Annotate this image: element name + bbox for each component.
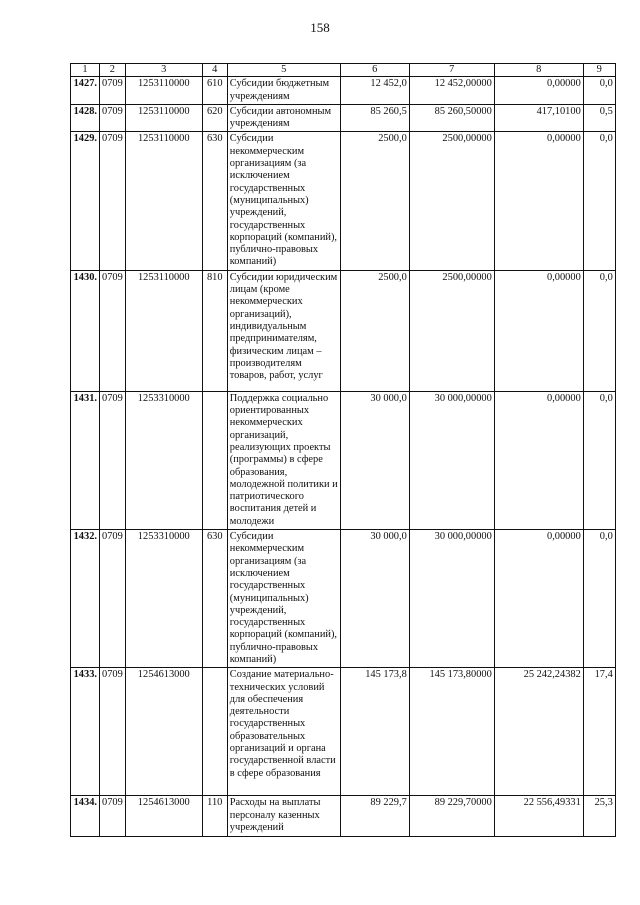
value-col-7: 2500,00000	[409, 132, 494, 270]
value-col-7: 30 000,00000	[409, 530, 494, 668]
page-number: 158	[310, 20, 330, 35]
column-header: 1	[71, 64, 100, 77]
section-code: 0709	[100, 530, 126, 668]
expense-type-code	[202, 668, 227, 796]
expense-type-code: 810	[202, 270, 227, 391]
table-row	[71, 132, 616, 270]
item-name: Расходы на выплаты персоналу казенных учреждений	[227, 796, 340, 837]
budget-table	[70, 63, 616, 837]
target-article-code: 1253110000	[125, 132, 202, 270]
table-header-row	[71, 64, 616, 77]
table-row	[71, 104, 616, 132]
expense-type-code	[202, 391, 227, 529]
expense-type-code: 630	[202, 530, 227, 668]
target-article-code: 1253110000	[125, 104, 202, 132]
value-col-7: 145 173,80000	[409, 668, 494, 796]
section-code: 0709	[100, 132, 126, 270]
value-col-6: 89 229,7	[340, 796, 409, 837]
value-col-7: 30 000,00000	[409, 391, 494, 529]
target-article-code: 1254613000	[125, 796, 202, 837]
target-article-code: 1253310000	[125, 391, 202, 529]
value-col-6: 30 000,0	[340, 530, 409, 668]
value-col-6: 30 000,0	[340, 391, 409, 529]
row-number: 1429.	[71, 132, 100, 270]
value-col-8: 22 556,49331	[494, 796, 583, 837]
section-code: 0709	[100, 104, 126, 132]
value-col-6: 12 452,0	[340, 77, 409, 105]
value-col-6: 2500,0	[340, 132, 409, 270]
value-col-9: 0,0	[583, 530, 615, 668]
column-header: 2	[100, 64, 126, 77]
item-name: Субсидии некоммерческим организациям (за исключением государственных (муниципальных) учреждений, государственных корпораций (компаний), публично-правовых компаний)	[227, 530, 340, 668]
value-col-7: 85 260,50000	[409, 104, 494, 132]
value-col-9: 0,0	[583, 132, 615, 270]
table-row	[71, 796, 616, 837]
expense-type-code: 110	[202, 796, 227, 837]
value-col-8: 25 242,24382	[494, 668, 583, 796]
value-col-9: 0,0	[583, 270, 615, 391]
value-col-8: 0,00000	[494, 132, 583, 270]
table-row	[71, 530, 616, 668]
value-col-8: 0,00000	[494, 77, 583, 105]
item-name: Субсидии автономным учреждениям	[227, 104, 340, 132]
table-row	[71, 391, 616, 529]
target-article-code: 1253110000	[125, 77, 202, 105]
section-code: 0709	[100, 391, 126, 529]
item-name: Создание материально-технических условий для обеспечения деятельности государственных образовательных организаций и органа государственной власти в сфере образования	[227, 668, 340, 796]
value-col-9: 17,4	[583, 668, 615, 796]
value-col-6: 145 173,8	[340, 668, 409, 796]
value-col-9: 0,5	[583, 104, 615, 132]
value-col-7: 89 229,70000	[409, 796, 494, 837]
column-header: 3	[125, 64, 202, 77]
column-header: 4	[202, 64, 227, 77]
value-col-6: 85 260,5	[340, 104, 409, 132]
row-number: 1428.	[71, 104, 100, 132]
expense-type-code: 610	[202, 77, 227, 105]
value-col-9: 0,0	[583, 77, 615, 105]
target-article-code: 1253310000	[125, 530, 202, 668]
section-code: 0709	[100, 270, 126, 391]
row-number: 1427.	[71, 77, 100, 105]
row-number: 1432.	[71, 530, 100, 668]
row-number: 1434.	[71, 796, 100, 837]
value-col-7: 2500,00000	[409, 270, 494, 391]
section-code: 0709	[100, 796, 126, 837]
row-number: 1433.	[71, 668, 100, 796]
column-header: 9	[583, 64, 615, 77]
value-col-8: 0,00000	[494, 530, 583, 668]
column-header: 7	[409, 64, 494, 77]
expense-type-code: 620	[202, 104, 227, 132]
value-col-8: 0,00000	[494, 391, 583, 529]
value-col-8: 0,00000	[494, 270, 583, 391]
value-col-9: 25,3	[583, 796, 615, 837]
value-col-9: 0,0	[583, 391, 615, 529]
item-name: Субсидии бюджетным учреждениям	[227, 77, 340, 105]
table-row	[71, 270, 616, 391]
row-number: 1430.	[71, 270, 100, 391]
column-header: 8	[494, 64, 583, 77]
row-number: 1431.	[71, 391, 100, 529]
column-header: 5	[227, 64, 340, 77]
column-header: 6	[340, 64, 409, 77]
item-name: Поддержка социально ориентированных некоммерческих организаций, реализующих проекты (программы) в сфере образования, молодежной политики и патриотического воспитания детей и молодежи	[227, 391, 340, 529]
table-row	[71, 77, 616, 105]
section-code: 0709	[100, 668, 126, 796]
target-article-code: 1253110000	[125, 270, 202, 391]
value-col-8: 417,10100	[494, 104, 583, 132]
expense-type-code: 630	[202, 132, 227, 270]
table-row	[71, 668, 616, 796]
item-name: Субсидии некоммерческим организациям (за исключением государственных (муниципальных) учреждений, государственных корпораций (компаний), публично-правовых компаний)	[227, 132, 340, 270]
item-name: Субсидии юридическим лицам (кроме некоммерческих организаций), индивидуальным предпринимателям, физическим лицам – производителям товаров, работ, услуг	[227, 270, 340, 391]
value-col-6: 2500,0	[340, 270, 409, 391]
value-col-7: 12 452,00000	[409, 77, 494, 105]
target-article-code: 1254613000	[125, 668, 202, 796]
section-code: 0709	[100, 77, 126, 105]
